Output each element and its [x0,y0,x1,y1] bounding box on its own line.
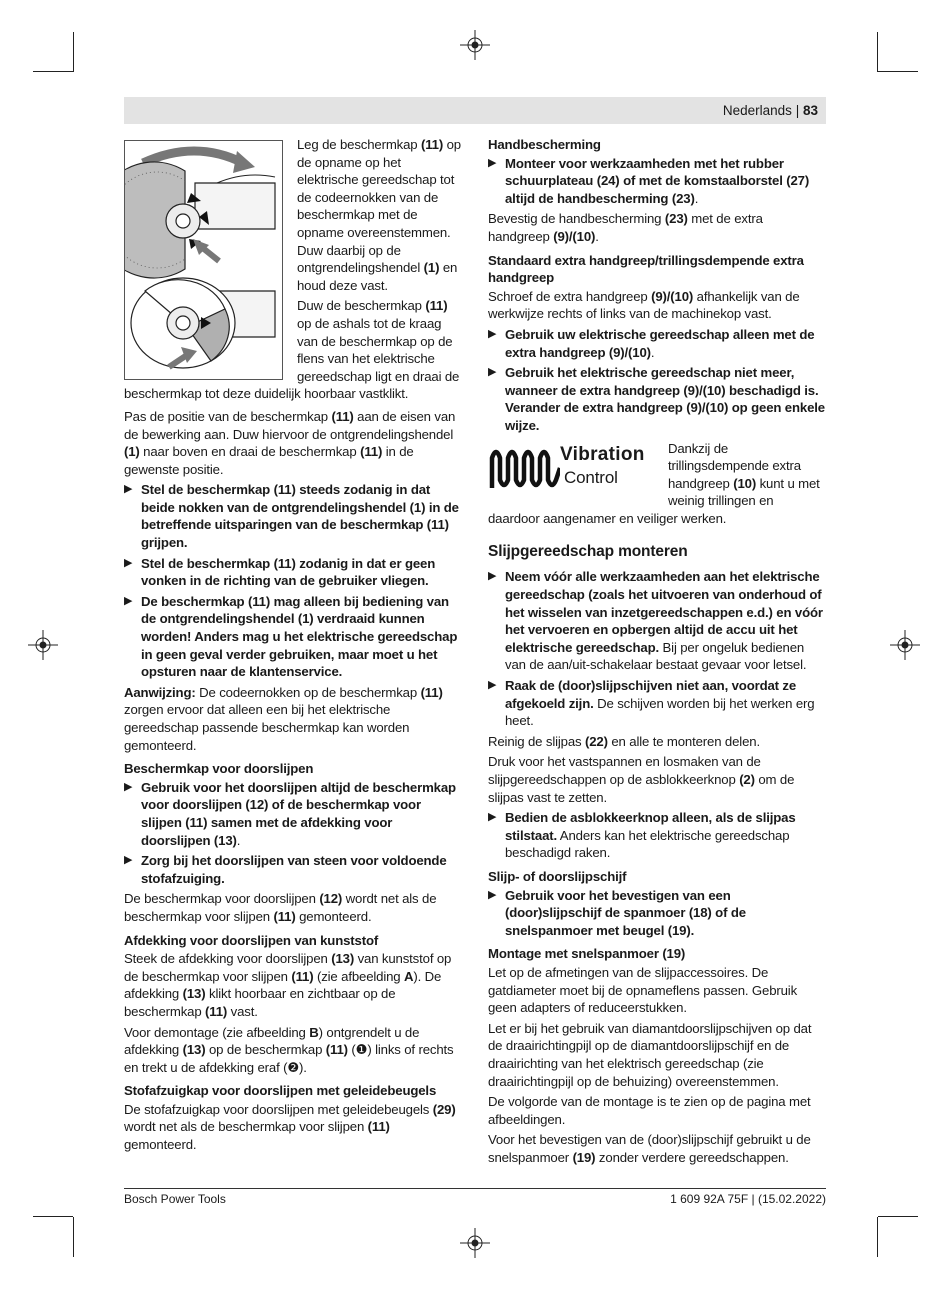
page-header [124,97,826,124]
quick-nut-paragraph-1: Let op de afmetingen van de slijpaccessoires. De gatdiameter moet bij de opnameflens passen. Gebruik geen adapters of reduceerstukken. [488,964,798,1016]
bold-text: (13) [331,951,355,967]
list-item [124,481,462,551]
vibration-control-block [488,440,826,531]
bold-text: (22) [585,733,608,749]
header-language: Nederlands [722,103,792,118]
bold-text: (11) [425,298,448,314]
registration-mark-icon [460,30,490,60]
cut-guard-list [124,779,462,888]
bullet-arrow-icon: ▶ [124,854,133,867]
bold-text: (23) [664,211,688,227]
bold-text: Aanwijzing: [124,684,196,700]
vibration-control-logo [488,444,660,494]
disc-list [488,887,826,940]
bold-text: Gebruik uw elektrische gereedschap alleen met de extra handgreep (9)/(10) [505,326,815,360]
crop-mark [877,1217,878,1257]
list-item: ▶ Gebruik uw elektrische gereedschap alleen met de extra handgreep (9)/(10). [488,326,815,360]
bullet-arrow-icon: ▶ [488,327,497,340]
header-text [723,103,818,118]
bullet-arrow-icon: ▶ [124,780,133,793]
bold-text: (11) [273,908,296,924]
section-heading-cover: Afdekking voor doorslijpen van kunststof [124,932,379,948]
registration-mark-icon [460,1228,490,1258]
bold-text: (11) [205,1003,228,1019]
vibration-logo-line1: Vibration [560,443,645,465]
cut-guard-paragraph: De beschermkap voor doorslijpen (12) wordt net als de beschermkap voor slijpen (11) gemonteerd. [124,891,437,924]
vibration-logo-line2: Control [564,467,618,487]
list-item [488,364,826,434]
figure-block [124,136,462,406]
section-heading-aux-handle: Standaard extra handgreep/trillingsdempende extra handgreep [488,252,804,286]
position-paragraph: Pas de positie van de beschermkap (11) aan de eisen van de bewerking aan. Duw hiervoor de ontgrendelingshendel (1) naar boven en draai de beschermkap (11) in de gewenste positie. [124,408,456,477]
bold-text: De beschermkap (11) mag alleen bij bediening van de ontgrendelingshendel (1) verdraaid kunnen worden! Anders mag u het elektrische gereedschap in geen geval verder gebruiken, maar moet u het opsturen naar de klantenservice. [141,593,458,680]
bold-text: (29) [432,1101,456,1117]
list-item: ▶ Bedien de asblokkeerknop alleen, als de slijpas stilstaat. Anders kan het elektrische gereedschap beschadigd raken. [488,810,796,861]
bold-text: (11) [420,137,444,152]
hand-guard-paragraph: Bevestig de handbescherming (23) met de extra handgreep (9)/(10). [488,211,763,244]
header-separator: | [795,103,800,118]
list-item: ▶ Neem vóór alle werkzaamheden aan het elektrische gereedschap (zoals het uitvoeren van onderhoud of het wisselen van inzetgereedschappen e.d.) en vóór het vervoeren en opbergen altijd de accu uit het elektrische gereedschap. Bij per ongeluk bedienen van de aan/uit-schakelaar bestaat gevaar voor letsel. [488,569,823,673]
bold-text: (11) [291,968,314,984]
registration-mark-icon [28,630,58,660]
mounting-warnings-list [488,568,826,729]
bold-text: (19) [572,1149,596,1165]
bold-text: Stel de beschermkap (11) zodanig in dat er geen vonken in de richting van de gebruiker vliegen. [141,555,436,589]
hand-guard-list [488,155,826,208]
section-heading-disc: Slijp- of doorslijpschijf [488,868,627,884]
bullet-arrow-icon: ▶ [488,888,497,901]
intro-paragraph-1: Leg de beschermkap (11) op de opname op het elektrische gereedschap tot de codeernokken van de beschermkap met de opname overeenstemmen. Duw daarbij op de ontgrendelingshendel (1) en houd deze vast. [297,137,461,293]
list-item [124,555,462,590]
bullet-arrow-icon: ▶ [124,594,133,607]
vibration-wave-icon [488,444,560,492]
aux-handle-paragraph: Schroef de extra handgreep (9)/(10) afhankelijk van de werkwijze rechts of links van de machinekop vast. [488,288,800,322]
crop-mark [878,1216,918,1217]
crop-mark [877,32,878,72]
footer-doc-id: 1 609 92A 75F | (15.02.2022) [670,1192,826,1206]
bold-text: Bedien de asblokkeerknop alleen, als de slijpas stilstaat. [505,810,796,843]
bold-text: (11) [360,444,383,460]
crop-mark [878,71,918,72]
guard-mounting-figure [124,140,283,380]
list-item: ▶ Monteer voor werkzaamheden met het rubber schuurplateau (24) of met de komstaalborstel (27) altijd de handbescherming (23). [488,155,810,206]
crop-mark [73,32,74,72]
bold-text: Stel de beschermkap (11) steeds zodanig in dat beide nokken van de ontgrendelingshendel (1) in de betreffende uitsparingen van de beschermkap (11) grijpen. [141,482,459,551]
footer-brand: Bosch Power Tools [124,1192,226,1206]
bold-text: (11) [331,408,354,424]
bullet-arrow-icon: ▶ [124,556,133,569]
registration-mark-icon [890,630,920,660]
dust-hood-paragraph: De stofafzuigkap voor doorslijpen met geleidebeugels (29) wordt net als de beschermkap voor slijpen (11) gemonteerd. [124,1101,456,1153]
bold-text: Zorg bij het doorslijpen van steen voor voldoende stofafzuiging. [141,853,447,886]
bold-text: Neem vóór alle werkzaamheden aan het elektrische gereedschap (zoals het uitvoeren van onderhoud of het wisselen van inzetgereedschappen e.d.) en vóór het vervoeren en opbergen altijd de accu uit het elektrische gereedschap. [505,569,823,655]
bold-text: Raak de (door)slijpschijven niet aan, voordat ze afgekoeld zijn. [505,678,797,711]
list-item: ▶ Raak de (door)slijpschijven niet aan, voordat ze afgekoeld zijn. De schijven worden bij het werken erg heet. [488,678,815,729]
bold-text: (11) [420,684,443,700]
bold-text: Gebruik het elektrische gereedschap niet meer, wanneer de extra handgreep (9)/(10) beschadigd is. Verander de extra handgreep (9)/(10) op geen enkele wijze. [505,365,825,433]
aux-handle-list [488,326,826,435]
bullet-arrow-icon: ▶ [488,156,497,169]
bold-text: B [309,1024,319,1040]
bold-text: (11) [325,1042,348,1058]
bold-text: Monteer voor werkzaamheden met het rubber schuurplateau (24) of met de komstaalborstel (27) altijd de handbescherming (23) [505,155,810,206]
bold-text: Gebruik voor het bevestigen van een (door)slijpschijf de spanmoer (18) of de snelspanmoer met beugel (19). [505,887,746,938]
quick-nut-paragraph-2: Let er bij het gebruik van diamantdoorslijpschijven op dat de draairichtingpijl op de diamantdoorslijpschijf en de draairichting van het elektrisch gereedschap (zie draairichtingpijl op de behuizing) overeenstemmen. [488,1020,812,1089]
section-heading-cut-guard: Beschermkap voor doorslijpen [124,761,314,777]
bullet-arrow-icon: ▶ [488,811,497,824]
crop-mark [33,71,73,72]
right-column [488,136,826,1169]
bullet-arrow-icon: ▶ [124,483,133,496]
bold-text: (1) [124,444,140,460]
bold-text: (11) [367,1119,390,1135]
bold-text: (9)/(10) [553,228,596,244]
bold-text: (12) [319,891,343,907]
bold-text: (2) [739,772,755,787]
list-item [488,887,826,940]
bold-text: (1) [423,260,440,276]
quick-nut-paragraph-4: Voor het bevestigen van de (door)slijpschijf gebruikt u de snelspanmoer (19) zonder verdere gereedschappen. [488,1132,811,1165]
spindle-lock-paragraph: Druk voor het vastspannen en losmaken van de slijpgereedschappen op de asblokkeerknop (2) om de slijpas vast te zetten. [488,754,795,805]
section-heading-mounting: Slijpgereedschap monteren [488,543,688,561]
left-column [124,136,462,1157]
cover-paragraph-2: Voor demontage (zie afbeelding B) ontgrendelt u de afdekking (13) op de beschermkap (11) (❶) links of rechts en trekt u de afdekking eraf (❷). [124,1024,454,1075]
spindle-lock-list [488,809,826,862]
section-heading-hand-guard: Handbescherming [488,137,601,152]
bold-text: (13) [182,986,206,1002]
section-heading-dust-hood: Stofafzuigkap voor doorslijpen met geleidebeugels [124,1083,437,1099]
intro-paragraph-2: Duw de beschermkap (11) op de ashals tot de kraag van de beschermkap op de flens van het elektrische gereedschap ligt en draai de beschermkap tot deze duidelijk hoorbaar vastklikt. [124,298,460,402]
list-item [124,593,462,681]
crop-mark [33,1216,73,1217]
page-number: 83 [802,103,818,118]
bold-text: A [404,968,414,984]
bullet-arrow-icon: ▶ [488,570,497,583]
note-paragraph: Aanwijzing: De codeernokken op de beschermkap (11) zorgen ervoor dat alleen een bij het elektrische gereedschap passende beschermkap kan worden gemonteerd. [124,684,443,753]
bold-text: Gebruik voor het doorslijpen altijd de beschermkap voor doorslijpen (12) of de beschermkap voor slijpen (11) samen met de afdekking voor doorslijpen (13) [141,779,456,848]
bold-text: (9)/(10) [651,288,694,304]
crop-mark [73,1217,74,1257]
bold-text: (10) [733,475,757,491]
bold-text: (13) [182,1042,206,1058]
angle-grinder-guard-illustration-icon [125,141,282,379]
list-item [124,852,462,887]
guard-warnings-list [124,481,462,681]
bullet-arrow-icon: ▶ [488,366,497,379]
footer-divider [124,1188,826,1189]
clean-paragraph: Reinig de slijpas (22) en alle te monteren delen. [488,733,760,749]
cover-paragraph-1: Steek de afdekking voor doorslijpen (13) van kunststof op de beschermkap voor slijpen (11) (zie afbeelding A). De afdekking (13) klikt hoorbaar en zichtbaar op de beschermkap (11) vast. [124,951,452,1019]
vibration-paragraph: Dankzij de trillingsdempende extra handgreep (10) kunt u met weinig trillingen en daardoor aangenamer en veiliger werken. [488,440,820,526]
bullet-arrow-icon: ▶ [488,679,497,692]
list-item: ▶ Gebruik voor het doorslijpen altijd de beschermkap voor doorslijpen (12) of de beschermkap voor slijpen (11) samen met de afdekking voor doorslijpen (13). [124,779,456,848]
section-heading-quick-nut: Montage met snelspanmoer (19) [488,946,686,962]
quick-nut-paragraph-3: De volgorde van de montage is te zien op de pagina met afbeeldingen. [488,1094,811,1127]
